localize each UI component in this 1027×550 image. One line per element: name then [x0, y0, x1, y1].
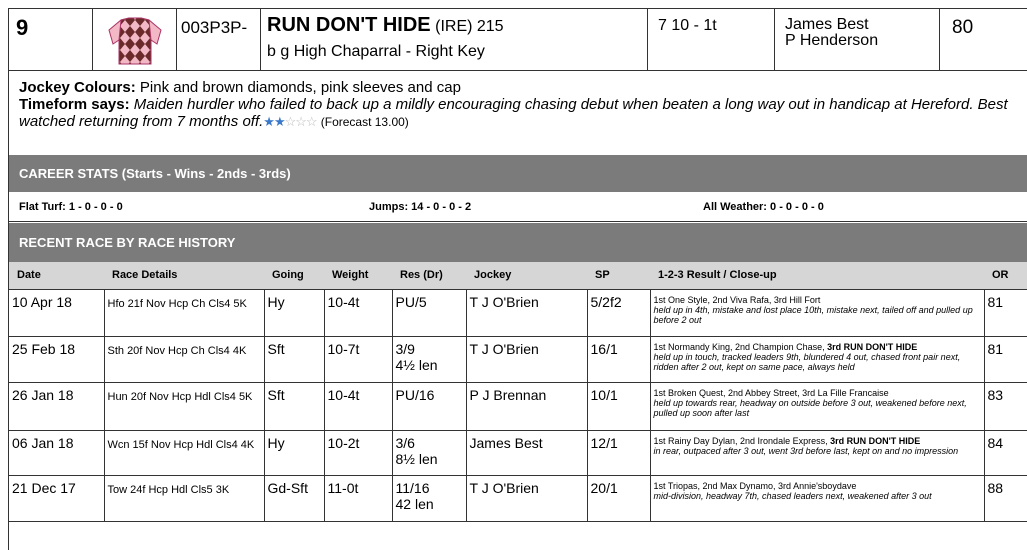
- race-or: 84: [984, 430, 1027, 475]
- race-details[interactable]: Sth 20f Nov Hcp Ch Cls4 4K: [104, 336, 264, 382]
- race-going: Sft: [264, 336, 324, 382]
- race-result: [392, 430, 466, 475]
- race-closeup: [650, 430, 984, 475]
- race-going: Gd-Sft: [264, 475, 324, 521]
- race-result: [392, 475, 466, 521]
- placing-highlight: 3rd RUN DON'T HIDE: [827, 341, 918, 352]
- official-rating: 80: [952, 17, 974, 38]
- race-history-table: [9, 262, 1027, 522]
- race-result: [392, 289, 466, 336]
- race-or: 81: [984, 336, 1027, 382]
- race-or: 83: [984, 382, 1027, 430]
- breeding: b g High Chaparral - Right Key: [267, 43, 485, 60]
- race-or: 88: [984, 475, 1027, 521]
- career-stats: [9, 193, 1027, 222]
- timeform-text: Maiden hurdler who failed to back up a mildly encouraging chasing debut when beaten a long way out in handicap at Hereford. Best watched returning from 7 months off.: [19, 96, 1008, 130]
- history-heading: RECENT RACE BY RACE HISTORY: [9, 223, 1027, 262]
- jockey-name[interactable]: James Best: [785, 16, 869, 33]
- table-row[interactable]: [9, 289, 1027, 336]
- placings: 1st Normandy King, 2nd Champion Chase,: [653, 341, 828, 352]
- race-jockey[interactable]: T J O'Brien: [466, 475, 587, 521]
- finish-position: 3/6: [395, 434, 415, 451]
- horse-name[interactable]: RUN DON'T HIDE: [267, 14, 431, 36]
- race-jockey[interactable]: T J O'Brien: [466, 289, 587, 336]
- colours-text: Pink and brown diamonds, pink sleeves and cap: [139, 79, 461, 96]
- runner-header: [9, 9, 1027, 71]
- finish-position: PU/5: [395, 293, 427, 310]
- placing-highlight: 3rd RUN DON'T HIDE: [830, 435, 921, 446]
- race-date: 10 Apr 18: [9, 289, 104, 336]
- beaten-distance: 4½ len: [395, 356, 438, 373]
- race-or: 81: [984, 289, 1027, 336]
- col-sp: SP: [587, 262, 650, 289]
- table-row[interactable]: [9, 430, 1027, 475]
- closeup-comment: held up in 4th, mistake and lost place 10th, mistake next, tailed off and pulled up before 2 out: [653, 304, 973, 325]
- finish-position: PU/16: [395, 386, 435, 403]
- col-race: Race Details: [104, 262, 264, 289]
- col-date: Date: [9, 262, 104, 289]
- stars-filled: ★★: [263, 114, 285, 129]
- race-details[interactable]: Tow 24f Hcp Hdl Cls5 3K: [104, 475, 264, 521]
- col-going: Going: [264, 262, 324, 289]
- closeup-comment: held up in touch, tracked leaders 9th, blundered 4 out, chased front pair next, ridden after 2 out, kept on same pace, always held: [653, 351, 961, 372]
- silks-icon: [105, 14, 165, 66]
- runner-name-cell: [261, 9, 648, 70]
- closeup-comment: mid-division, headway 7th, chased leaders next, weakened after 3 out: [653, 490, 932, 501]
- race-details[interactable]: Wcn 15f Nov Hcp Hdl Cls4 4K: [104, 430, 264, 475]
- race-date: 26 Jan 18: [9, 382, 104, 430]
- race-date: 21 Dec 17: [9, 475, 104, 521]
- starting-price: 5/2f2: [587, 289, 650, 336]
- finish-position: 11/16: [395, 479, 430, 496]
- career-stats-heading: CAREER STATS (Starts - Wins - 2nds - 3rds): [9, 155, 1027, 192]
- forecast-price: (Forecast 13.00): [320, 115, 409, 129]
- finish-position: 3/9: [395, 340, 415, 357]
- race-closeup: [650, 475, 984, 521]
- starting-price: 12/1: [587, 430, 650, 475]
- star-rating-icon: [263, 114, 316, 129]
- horse-suffix: (IRE) 215: [435, 18, 504, 35]
- col-weight: Weight: [324, 262, 392, 289]
- race-closeup: [650, 289, 984, 336]
- race-weight: 11-0t: [324, 475, 392, 521]
- race-jockey[interactable]: T J O'Brien: [466, 336, 587, 382]
- history-rows: [9, 289, 1027, 521]
- race-details[interactable]: Hun 20f Nov Hcp Hdl Cls4 5K: [104, 382, 264, 430]
- table-header-row: [9, 262, 1027, 289]
- placings: 1st One Style, 2nd Viva Rafa, 3rd Hill Fort: [653, 294, 821, 305]
- race-closeup: [650, 382, 984, 430]
- race-result: [392, 336, 466, 382]
- race-weight: 10-2t: [324, 430, 392, 475]
- jockey-silks: [93, 9, 177, 70]
- col-jockey: Jockey: [466, 262, 587, 289]
- closeup-comment: in rear, outpaced after 3 out, went 3rd before last, kept on and no impression: [653, 445, 959, 456]
- runner-info: [9, 71, 1027, 155]
- starting-price: 10/1: [587, 382, 650, 430]
- recent-form: 003P3P-: [177, 9, 261, 70]
- race-going: Hy: [264, 430, 324, 475]
- stats-flat: Flat Turf: 1 - 0 - 0 - 0: [19, 201, 123, 213]
- race-jockey[interactable]: P J Brennan: [466, 382, 587, 430]
- timeform-label: Timeform says:: [19, 96, 130, 113]
- race-weight: 10-7t: [324, 336, 392, 382]
- col-closeup: 1-2-3 Result / Close-up: [650, 262, 984, 289]
- placings: 1st Rainy Day Dylan, 2nd Irondale Express,: [653, 435, 831, 446]
- jockey-colours: [19, 79, 1018, 96]
- starting-price: 20/1: [587, 475, 650, 521]
- col-or: OR: [984, 262, 1027, 289]
- race-details[interactable]: Hfo 21f Nov Hcp Ch Cls4 5K: [104, 289, 264, 336]
- placings: 1st Broken Quest, 2nd Abbey Street, 3rd La Fille Francaise: [653, 387, 889, 398]
- race-closeup: [650, 336, 984, 382]
- race-date: 25 Feb 18: [9, 336, 104, 382]
- closeup-comment: held up towards rear, headway on outside before 3 out, weakened before next, pulled up soon after last: [653, 397, 967, 418]
- stars-empty: ☆☆☆: [284, 114, 317, 129]
- table-row[interactable]: [9, 475, 1027, 521]
- table-row[interactable]: [9, 336, 1027, 382]
- race-result: [392, 382, 466, 430]
- placings: 1st Triopas, 2nd Max Dynamo, 3rd Annie'sboydave: [653, 480, 857, 491]
- stats-jumps: Jumps: 14 - 0 - 0 - 2: [369, 201, 472, 213]
- starting-price: 16/1: [587, 336, 650, 382]
- col-result: Res (Dr): [392, 262, 466, 289]
- table-row[interactable]: [9, 382, 1027, 430]
- connections: [775, 9, 940, 70]
- age-weight: 7 10 - 1t: [648, 9, 775, 70]
- runner-number: 9: [9, 9, 93, 70]
- beaten-distance: 8½ len: [395, 450, 438, 467]
- race-weight: 10-4t: [324, 289, 392, 336]
- race-jockey[interactable]: James Best: [466, 430, 587, 475]
- race-weight: 10-4t: [324, 382, 392, 430]
- race-going: Sft: [264, 382, 324, 430]
- colours-label: Jockey Colours:: [19, 79, 136, 96]
- race-date: 06 Jan 18: [9, 430, 104, 475]
- racecard-entry: [8, 8, 1027, 550]
- trainer-name[interactable]: P Henderson: [785, 32, 879, 49]
- timeform-comment: [19, 96, 1018, 131]
- race-going: Hy: [264, 289, 324, 336]
- beaten-distance: 42 len: [395, 495, 434, 512]
- stats-all-weather: All Weather: 0 - 0 - 0 - 0: [703, 201, 824, 213]
